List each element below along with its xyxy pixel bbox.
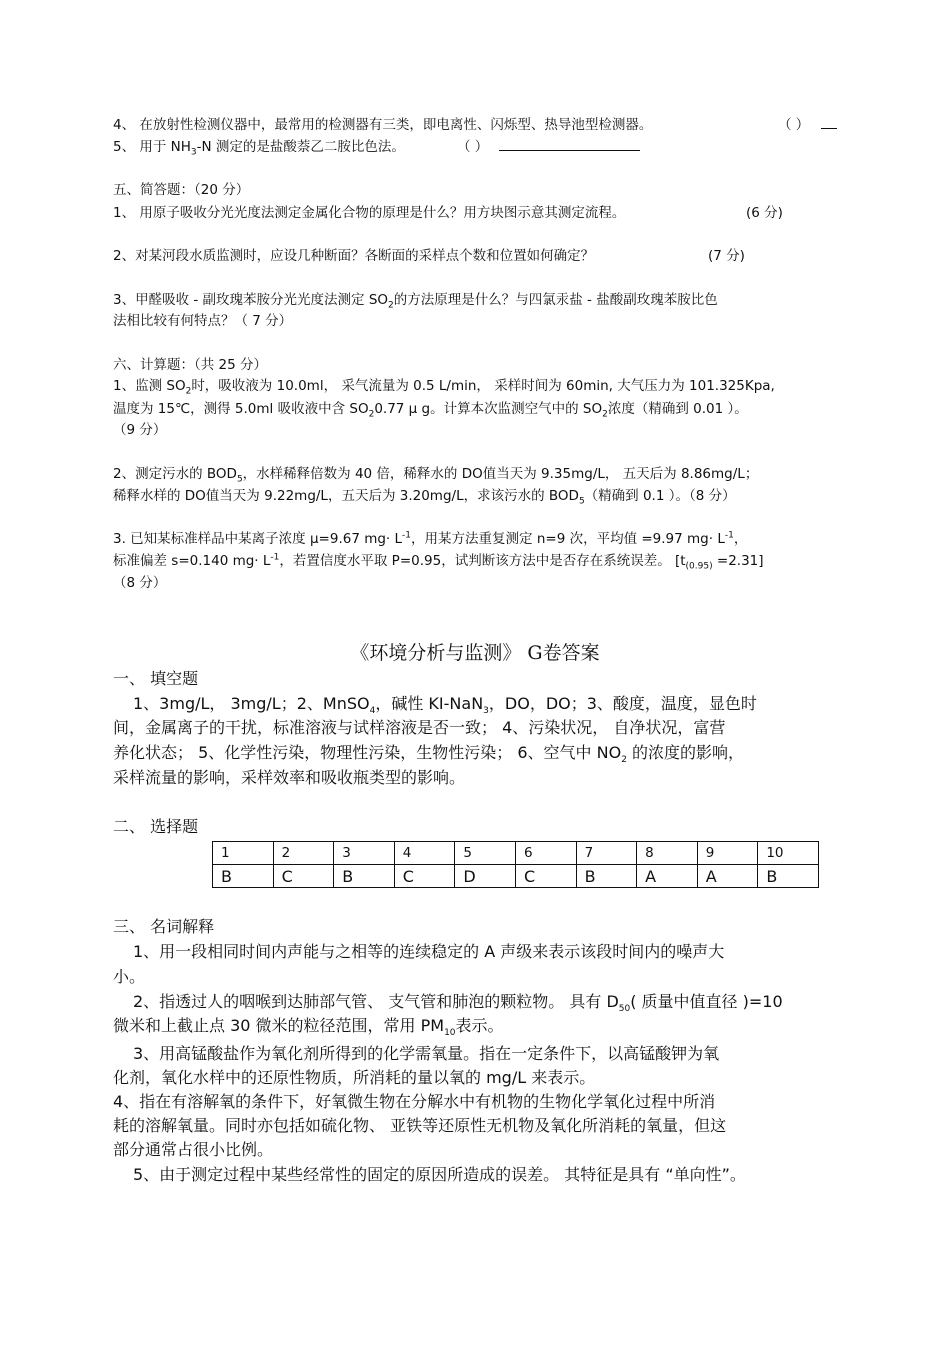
choice-answer: B bbox=[213, 865, 274, 888]
term2-line1: 2、指透过人的咽喉到达肺部气管、 支气管和肺泡的颗粒物。 具有 $D_{50}$( 质量中值直径 )=10 bbox=[133, 992, 783, 1015]
fill-heading: 一、 填空题 bbox=[113, 669, 199, 688]
short-q1-score: (6 分) bbox=[746, 205, 783, 221]
choice-answer-row bbox=[213, 865, 819, 888]
calc-q1-score: （9 分） bbox=[113, 422, 167, 438]
choice-number: 1 bbox=[213, 842, 274, 865]
choice-answer-table bbox=[212, 841, 819, 888]
calc-q2-line2: 稀释水样的 DO值当天为 9.22mg/L，五天后为 3.20mg/L，求该污水的 $BOD_5$（精确到 0.1 ）。（8 分） bbox=[113, 488, 736, 507]
choice-answer: C bbox=[515, 865, 576, 888]
choice-number: 9 bbox=[697, 842, 758, 865]
short-q1: 1、 用原子吸收分光光度法测定金属化合物的原理是什么？用方块图示意其测定流程。 bbox=[113, 205, 626, 221]
choice-number: 10 bbox=[758, 842, 819, 865]
terms-heading: 三、 名词解释 bbox=[113, 917, 215, 936]
term3-line2: 化剂，氧化水样中的还原性物质，所消耗的量以氧的 mg/L 来表示。 bbox=[113, 1068, 596, 1087]
calc-q3-score: （8 分） bbox=[113, 575, 167, 591]
short-heading: 五、简答题：（20 分） bbox=[113, 182, 250, 198]
choice-answer: B bbox=[334, 865, 395, 888]
choice-number: 4 bbox=[394, 842, 455, 865]
judge-q4: 4、 在放射性检测仪器中，最常用的检测器有三类，即电离性、闪烁型、热导池型检测器。 bbox=[113, 117, 653, 133]
calc-heading: 六、计算题：（共 25 分） bbox=[113, 357, 268, 373]
calc-q3-line1: 3. 已知某标准样品中某离子浓度 μ=9.67 $mg\cdot L^{-1}$，用某方法重复测定 n=9 次，平均值 =9.97 $mg\cdot L^{-1}$， bbox=[113, 530, 748, 547]
fill-line1: 1、3mg/L， 3mg/L；2、MnSO$_4$，碱性 KI-NaN$_3$，DO，DO；3、酸度，温度，显色时 bbox=[133, 694, 757, 717]
choice-number: 2 bbox=[273, 842, 334, 865]
calc-q3-line2: 标准偏差 s=0.140 $mg\cdot L^{-1}$，若置信度水平取 P=0.95，试判断该方法中是否存在系统误差。 $[t_{(0.95)} =2.31]$ bbox=[113, 552, 764, 572]
fill-line3: 养化状态； 5、化学性污染，物理性污染，生物性污染； 6、空气中 $NO_2$ 的浓度的影响， bbox=[113, 743, 745, 766]
judge-q4-answer-blank[interactable] bbox=[821, 116, 837, 135]
term5-line: 5、由于测定过程中某些经常性的固定的原因所造成的误差。 其特征是具有 “单向性”。 bbox=[133, 1165, 746, 1184]
choice-number: 6 bbox=[515, 842, 576, 865]
choice-answer: A bbox=[697, 865, 758, 888]
term4-line2: 耗的溶解氧量。同时亦包括如硫化物、 亚铁等还原性无机物及氧化所消耗的氧量，但这 bbox=[113, 1116, 727, 1135]
judge-q5-answer-blank[interactable] bbox=[499, 138, 640, 157]
calc-q1-line2: 温度为 15℃，测得 5.0ml 吸收液中含 $SO_20.77$ μ g。计算本次监测空气中的 $SO_2$浓度（精确到 0.01 ）。 bbox=[113, 401, 748, 420]
choice-number: 7 bbox=[576, 842, 637, 865]
calc-q2-line1: 2、测定污水的 $BOD_5$，水样稀释倍数为 40 倍，稀释水的 DO值当天为 9.35mg/L， 五天后为 8.86mg/L； bbox=[113, 466, 759, 485]
term4-line1: 4、指在有溶解氧的条件下，好氧微生物在分解水中有机物的生物化学氧化过程中所消 bbox=[113, 1092, 716, 1111]
choice-answer: D bbox=[455, 865, 516, 888]
short-q2-score: (7 分) bbox=[708, 248, 745, 264]
choice-number: 3 bbox=[334, 842, 395, 865]
judge-q4-paren: （ ） bbox=[778, 117, 810, 133]
short-q3-line1: 3、甲醛吸收 - 副玫瑰苯胺分光光度法测定 $SO_2$的方法原理是什么？与四氯汞盐 - 盐酸副玫瑰苯胺比色 bbox=[113, 292, 718, 311]
term4-line3: 部分通常占很小比例。 bbox=[113, 1140, 274, 1159]
short-q3-line2: 法相比较有何特点？（ 7 分） bbox=[113, 313, 293, 329]
choice-answer: B bbox=[576, 865, 637, 888]
term2-line2: 微米和上截止点 30 微米的粒径范围，常用 $PM_{10}$表示。 bbox=[113, 1016, 504, 1039]
choice-answer: C bbox=[394, 865, 455, 888]
choice-heading: 二、 选择题 bbox=[113, 817, 199, 836]
choice-number: 8 bbox=[637, 842, 698, 865]
fill-line4: 采样流量的影响，采样效率和吸收瓶类型的影响。 bbox=[113, 768, 466, 787]
term1-line1: 1、用一段相同时间内声能与之相等的连续稳定的 A 声级来表示该段时间内的噪声大 bbox=[133, 942, 725, 961]
choice-answer: B bbox=[758, 865, 819, 888]
term1-line2: 小。 bbox=[113, 967, 146, 986]
calc-q1-line1: 1、监测 $SO_2$时，吸收液为 10.0ml， 采气流量为 0.5 L/min， 采样时间为 60min, 大气压力为 101.325Kpa, bbox=[113, 378, 775, 397]
fill-line2: 间，金属离子的干扰，标准溶液与试样溶液是否一致； 4、污染状况， 自净状况，富营 bbox=[113, 718, 726, 737]
term3-line1: 3、用高锰酸盐作为氧化剂所得到的化学需氧量。指在一定条件下，以高锰酸钾为氧 bbox=[133, 1044, 720, 1063]
judge-q5-paren: （ ） bbox=[457, 139, 489, 155]
choice-number-row bbox=[213, 842, 819, 865]
choice-answer: C bbox=[273, 865, 334, 888]
short-q2: 2、对某河段水质监测时，应设几种断面？各断面的采样点个数和位置如何确定？ bbox=[113, 248, 595, 264]
choice-number: 5 bbox=[455, 842, 516, 865]
choice-answer: A bbox=[637, 865, 698, 888]
judge-q5: 5、 用于 $NH_3-N$ 测定的是盐酸萘乙二胺比色法。 bbox=[113, 139, 405, 158]
answer-title: 《环境分析与监测》 G卷答案 bbox=[350, 642, 600, 664]
